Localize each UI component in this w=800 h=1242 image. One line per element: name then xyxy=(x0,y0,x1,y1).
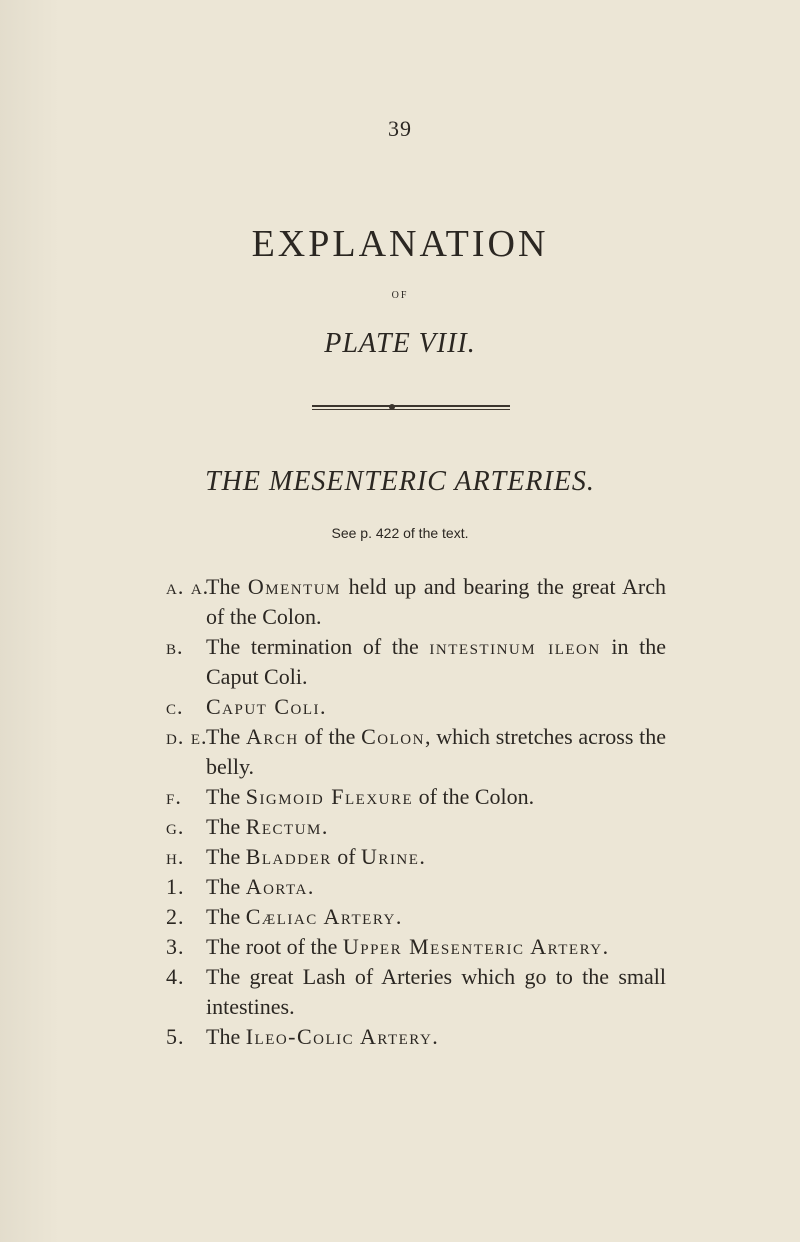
entry-key: c. xyxy=(166,694,184,719)
ornamental-divider xyxy=(312,405,510,411)
entry-key: f. xyxy=(166,784,182,809)
entry-text xyxy=(206,692,666,722)
entry-key: h. xyxy=(166,844,185,869)
explanation-list xyxy=(166,572,666,1052)
list-item xyxy=(166,872,666,902)
entry-key: g. xyxy=(166,814,185,839)
entry-text-part: Bladder xyxy=(245,844,332,869)
page-number: 39 xyxy=(388,116,412,141)
entry-text xyxy=(206,872,666,902)
entry-text xyxy=(206,1022,666,1052)
list-item xyxy=(166,1022,666,1052)
entry-text-part: Upper Mesenteric Artery. xyxy=(342,934,610,959)
entry-key: d. e. xyxy=(166,724,208,749)
entry-text xyxy=(206,632,666,692)
entry-text-part: of the xyxy=(298,724,362,749)
entry-text xyxy=(206,722,666,782)
list-item xyxy=(166,932,666,962)
entry-key: b. xyxy=(166,634,184,659)
entry-key: 3. xyxy=(166,934,185,959)
entry-text-part: Omentum xyxy=(247,574,341,599)
entry-key: 4. xyxy=(166,964,185,989)
entry-text-part: in the Caput Coli. xyxy=(206,634,667,689)
entry-text-part: The xyxy=(206,844,246,869)
divider-thick-rule xyxy=(312,405,510,407)
entry-key: 2. xyxy=(166,904,185,929)
entry-text-part: Caput Coli. xyxy=(206,694,328,719)
divider-dot xyxy=(389,404,395,410)
title-connector: OF xyxy=(391,290,409,301)
entry-text-part: The xyxy=(206,574,248,599)
entry-text-part: The xyxy=(206,904,246,929)
entry-text-part: of xyxy=(331,844,362,869)
entry-text-part: Urine. xyxy=(361,844,427,869)
entry-text-part: The great Lash of Arteries which go to the small intestines. xyxy=(206,964,666,1019)
entry-text-part: Arch xyxy=(245,724,299,749)
entry-text-part: The xyxy=(206,1024,246,1049)
entry-text-part: Sigmoid Flexure xyxy=(245,784,414,809)
entry-text-part: Cæliac Artery. xyxy=(245,904,403,929)
entry-text xyxy=(206,842,666,872)
entry-text-part: Rectum. xyxy=(245,814,329,839)
entry-text-part: The xyxy=(206,814,246,839)
list-item xyxy=(166,572,666,632)
page-title: EXPLANATION xyxy=(251,223,549,265)
divider-thin-rule xyxy=(312,409,510,410)
list-item xyxy=(166,842,666,872)
entry-text-part: intestinum ileon xyxy=(429,634,601,659)
list-item xyxy=(166,692,666,722)
entry-text-part: , which stretches across the belly. xyxy=(206,724,667,779)
entry-text-part: Aorta. xyxy=(245,874,315,899)
plate-heading: PLATE VIII. xyxy=(324,328,476,359)
entry-text-part: The xyxy=(206,874,246,899)
list-item xyxy=(166,722,666,782)
entry-text-part: held up and bearing the great Arch of the Colon. xyxy=(206,574,667,629)
entry-key: a. a. xyxy=(166,574,210,599)
list-item xyxy=(166,902,666,932)
list-item xyxy=(166,782,666,812)
entry-text xyxy=(206,962,666,1022)
entry-text-part: The xyxy=(206,724,246,749)
entry-text-part: Colon xyxy=(361,724,425,749)
entry-key: 5. xyxy=(166,1024,185,1049)
entry-text-part: Ileo-Colic Artery. xyxy=(245,1024,440,1049)
entry-text-part: The root of the xyxy=(206,934,343,959)
plate-subtitle: THE MESENTERIC ARTERIES. xyxy=(205,466,595,497)
list-item xyxy=(166,632,666,692)
entry-text xyxy=(206,782,666,812)
entry-key: 1. xyxy=(166,874,185,899)
entry-text-part: of the Colon. xyxy=(413,784,535,809)
entry-text xyxy=(206,812,666,842)
entry-text-part: The xyxy=(206,784,246,809)
entry-text xyxy=(206,902,666,932)
entry-text xyxy=(206,932,666,962)
entry-text-part: The termination of the xyxy=(206,634,430,659)
list-item xyxy=(166,812,666,842)
entry-text xyxy=(206,572,666,632)
list-item xyxy=(166,962,666,1022)
text-reference: See p. 422 of the text. xyxy=(331,525,469,541)
